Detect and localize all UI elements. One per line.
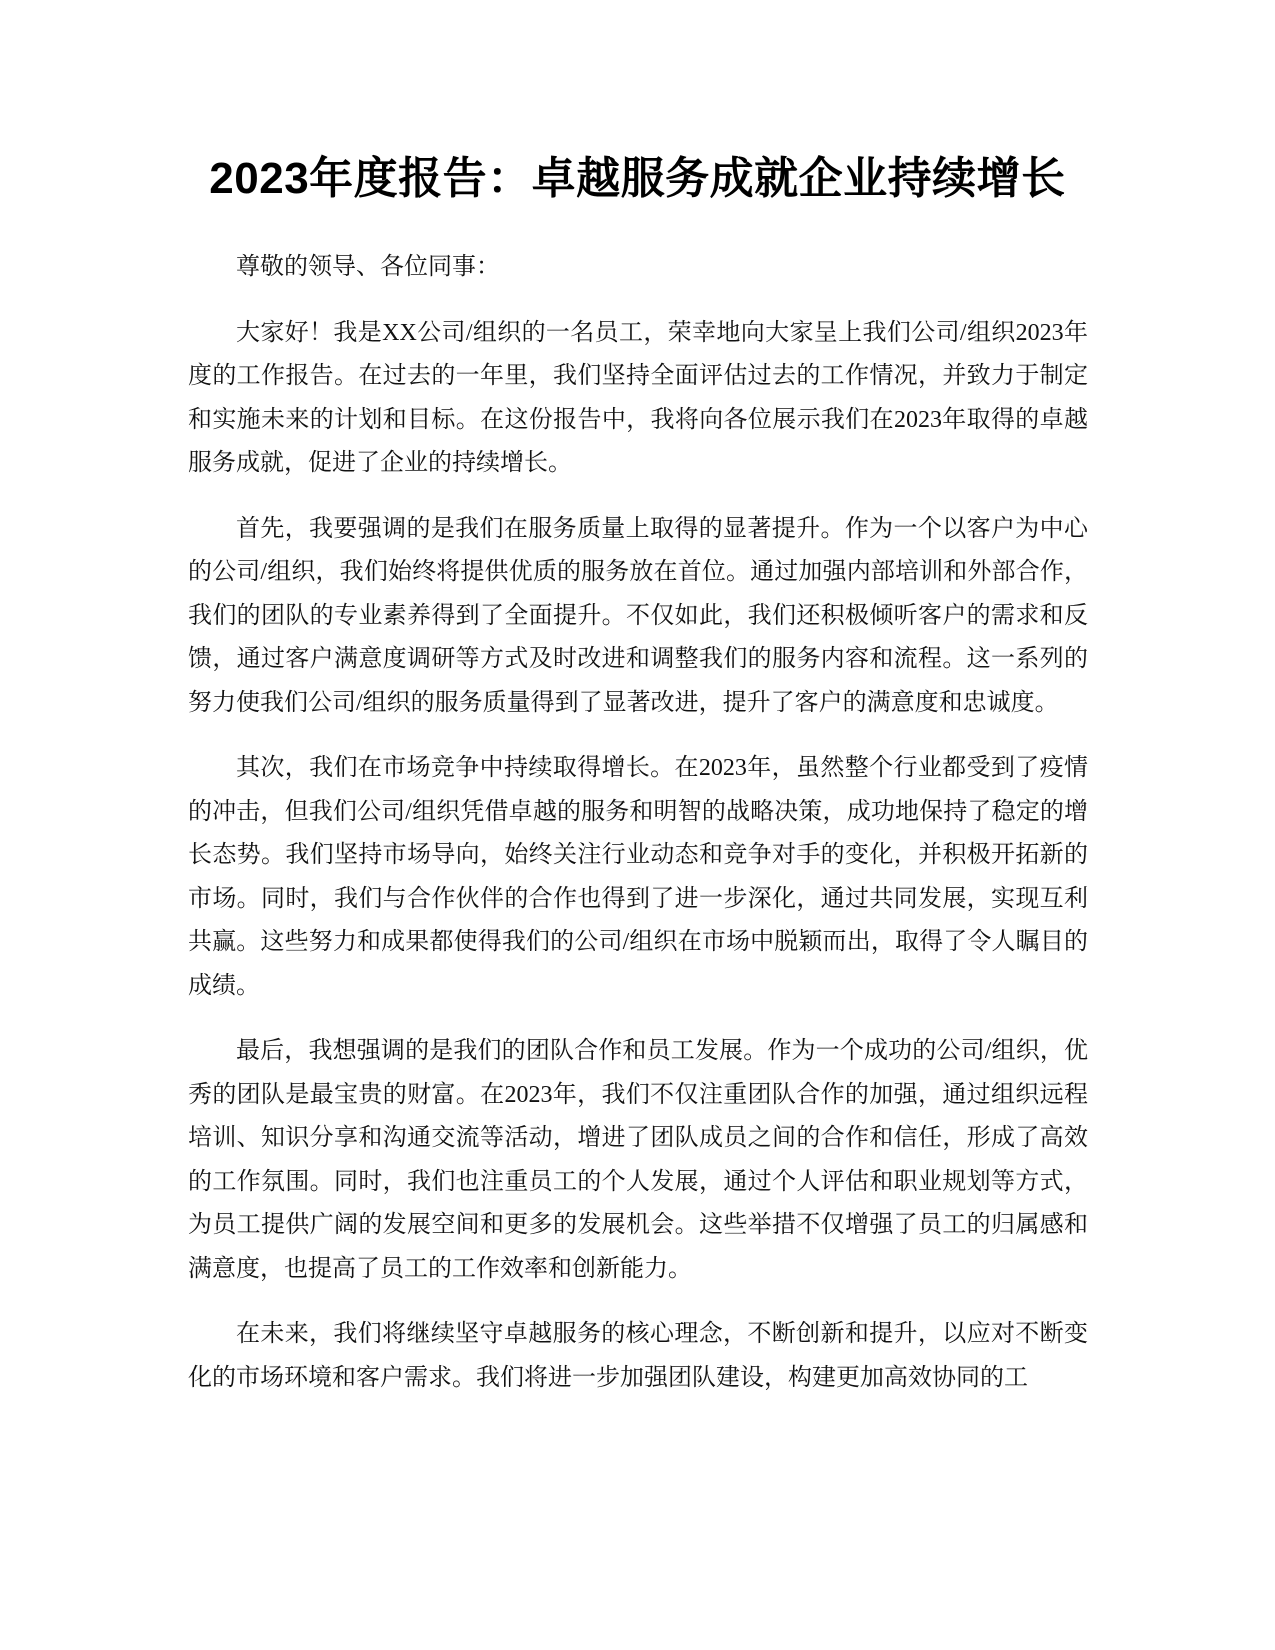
paragraph-intro: 大家好！我是XX公司/组织的一名员工，荣幸地向大家呈上我们公司/组织2023年度的工作报告。在过去的一年里，我们坚持全面评估过去的工作情况，并致力于制定和实施未来的计划和目标。在这份报告中，我将向各位展示我们在2023年取得的卓越服务成就，促进了企业的持续增长。 bbox=[188, 319, 1088, 476]
paragraph-market-growth: 其次，我们在市场竞争中持续取得增长。在2023年，虽然整个行业都受到了疫情的冲击，但我们公司/组织凭借卓越的服务和明智的战略决策，成功地保持了稳定的增长态势。我们坚持市场导向，始终关注行业动态和竞争对手的变化，并积极开拓新的市场。同时，我们与合作伙伴的合作也得到了进一步深化，通过共同发展，实现互利共赢。这些努力和成果都使得我们的公司/组织在市场中脱颖而出，取得了令人瞩目的成绩。 bbox=[188, 755, 1088, 999]
paragraph-team-development: 最后，我想强调的是我们的团队合作和员工发展。作为一个成功的公司/组织，优秀的团队是最宝贵的财富。在2023年，我们不仅注重团队合作的加强，通过组织远程培训、知识分享和沟通交流等活动，增进了团队成员之间的合作和信任，形成了高效的工作氛围。同时，我们也注重员工的个人发展，通过个人评估和职业规划等方式，为员工提供广阔的发展空间和更多的发展机会。这些举措不仅增强了员工的归属感和满意度，也提高了员工的工作效率和创新能力。 bbox=[188, 1038, 1088, 1282]
paragraph-future: 在未来，我们将继续坚守卓越服务的核心理念，不断创新和提升，以应对不断变化的市场环境和客户需求。我们将进一步加强团队建设，构建更加高效协同的工 bbox=[188, 1321, 1088, 1391]
paragraph-service-quality: 首先，我要强调的是我们在服务质量上取得的显著提升。作为一个以客户为中心的公司/组织，我们始终将提供优质的服务放在首位。通过加强内部培训和外部合作，我们的团队的专业素养得到了全面提升。不仅如此，我们还积极倾听客户的需求和反馈，通过客户满意度调研等方式及时改进和调整我们的服务内容和流程。这一系列的努力使我们公司/组织的服务质量得到了显著改进，提升了客户的满意度和忠诚度。 bbox=[188, 515, 1088, 716]
document-body bbox=[188, 246, 1088, 1422]
salutation: 尊敬的领导、各位同事： bbox=[236, 254, 500, 280]
document-title: 2023年度报告：卓越服务成就企业持续增长 bbox=[209, 154, 1066, 203]
